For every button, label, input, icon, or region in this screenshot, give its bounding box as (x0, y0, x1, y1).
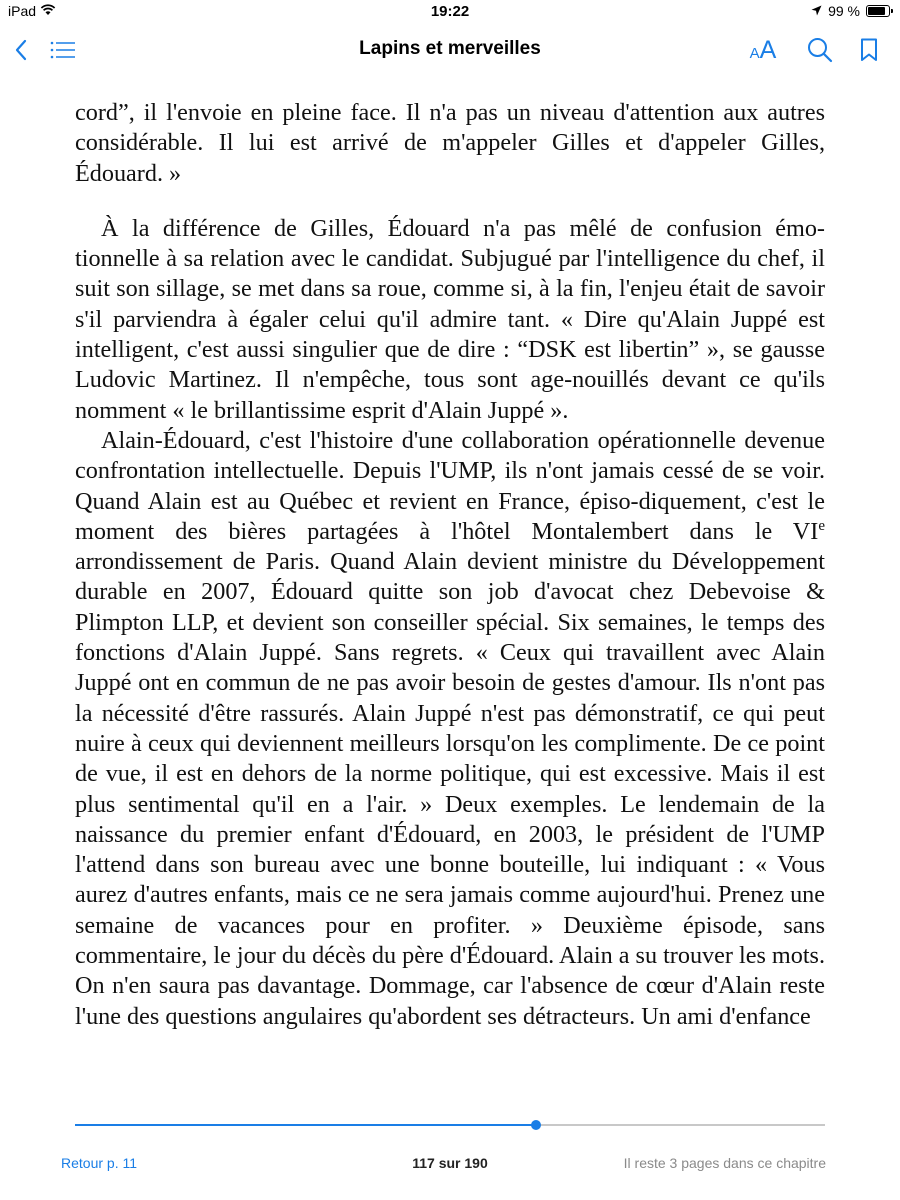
status-right (811, 3, 890, 19)
search-icon (807, 37, 833, 63)
battery-icon (866, 5, 890, 17)
paragraph: cord”, il l'envoie en pleine face. Il n'a pas un niveau d'attention aux autres considérable. Il lui est arrivé de m'appeler Gilles et d'appeler Gilles, Édouard. » (75, 99, 825, 187)
font-size-button[interactable] (746, 34, 780, 66)
paragraph-text: Alain-Édouard, c'est l'histoire d'une collaboration opérationnelle devenue confrontation intellectuelle. Depuis l'UMP, ils n'ont jamais cessé de se voir. Quand Alain est au Québec et revient en France, épiso-diquement, c'est le moment des bières partagées à l'hôtel Montalembert dans le VI (75, 426, 825, 545)
bookmark-icon (860, 38, 878, 62)
progress-fill (75, 1124, 536, 1126)
location-icon (811, 3, 822, 19)
paragraph: À la différence de Gilles, Édouard n'a pas mêlé de confusion émo-tionnelle à sa relation avec le candidat. Subjugué par l'intelligence du chef, il suit son sillage, se met dans sa roue, comme si, à la fin, l'enjeu était de savoir s'il parviendra à égaler celui qu'il admire tant. « Dire qu'Alain Juppé est intelligent, c'est aussi singulier que de dire : “DSK est libertin” », se gausse Ludovic Martinez. Il n'empêche, tous sont age-nouillés devant ce qu'ils nomment « le brillantissime esprit d'Alain Juppé ». (75, 214, 825, 424)
font-size-icon: AA (749, 35, 777, 64)
reader-footer (0, 1155, 900, 1175)
bookmark-button[interactable] (858, 34, 880, 66)
reader-toolbar (0, 28, 900, 72)
device-name: iPad (8, 3, 37, 19)
book-page-text (75, 98, 825, 1032)
search-button[interactable] (806, 34, 834, 66)
progress-scrubber-handle[interactable] (531, 1120, 541, 1130)
status-bar (0, 0, 900, 24)
paragraph-text: arrondissement de Paris. Quand Alain devient ministre du Développement durable en 2007, Édouard quitte son job d'avocat chez Debevoise & Plimpton LLP, et devient son conseiller spécial. Six semaines, le temps des fonctions d'Alain Juppé. Sans regrets. « Ceux qui travaillent avec Alain Juppé ont en commun de ne pas avoir besoin de gestes d'amour. Ils n'ont pas la nécessité d'être rassurés. Alain Juppé n'est pas démonstratif, ce qui peut nuire à ceux qui deviennent meilleurs lorsqu'on les complimente. De ce point de vue, il est en dehors de la norme politique, qui est excessive. Mais il est plus sentimental qu'il en a l'air. » Deux exemples. Le lendemain de la naissance du premier enfant d'Édouard, en 2003, le président de l'UMP l'attend dans son bureau avec une bonne bouteille, lui indiquant : « Vous aurez d'autres enfants, mais ce ne sera jamais comme aujourd'hui. Prenez une semaine de vacances pour en profiter. » Deuxième épisode, sans commentaire, le jour du décès du père d'Édouard. Alain a su trouver les mots. On n'en saura pas davantage. Dommage, car l'absence de cœur d'Alain reste l'une des questions angulaires qu'abordent ses détracteurs. Un ami d'enfance (75, 548, 825, 1030)
page-counter: 117 sur 190 (412, 1155, 488, 1171)
page-progress-bar[interactable] (75, 1124, 825, 1126)
book-title: Lapins et merveilles (359, 38, 541, 59)
return-to-page-link[interactable]: Retour p. 11 (61, 1155, 138, 1171)
paragraph (75, 426, 825, 1032)
status-time: 19:22 (430, 3, 470, 20)
battery-percent: 99 % (828, 3, 860, 19)
chapter-remaining: Il reste 3 pages dans ce chapitre (623, 1155, 826, 1171)
superscript: e (818, 517, 825, 534)
